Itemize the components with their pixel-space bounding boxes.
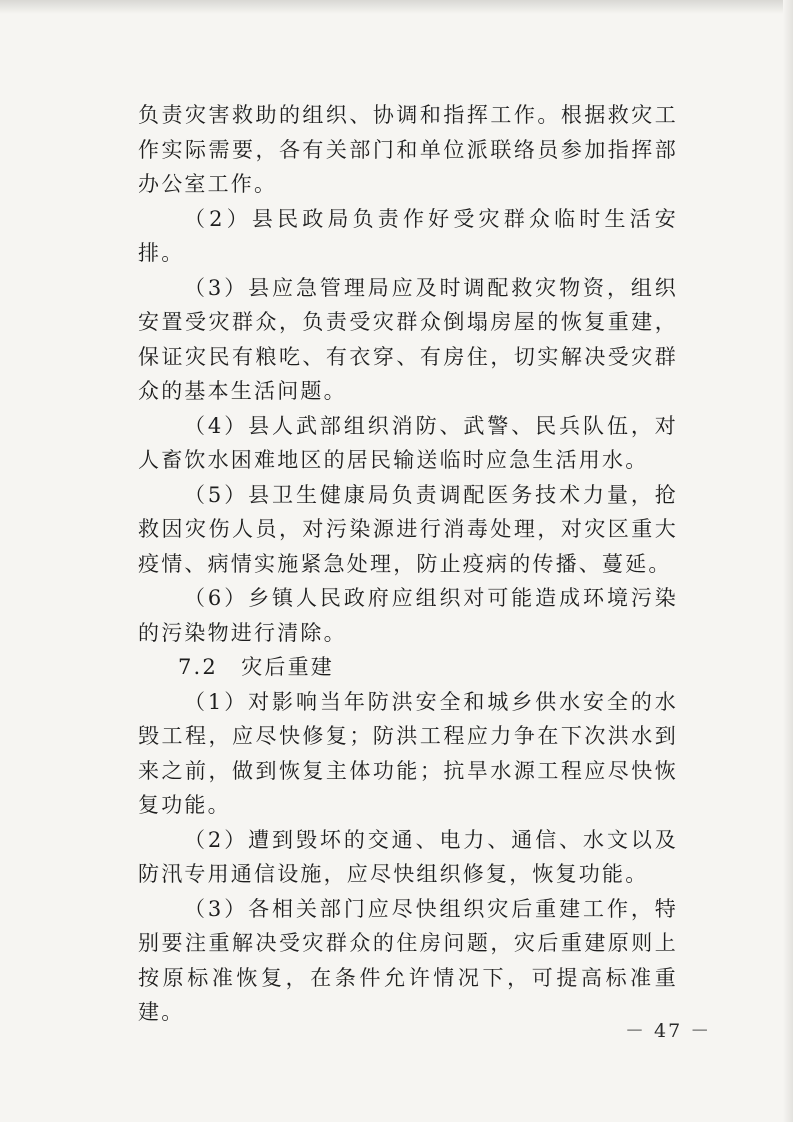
paragraph-continuation: 负责灾害救助的组织、协调和指挥工作。根据救灾工作实际需要，各有关部门和单位派联络员参加指挥部办公室工作。 bbox=[138, 103, 678, 196]
paragraph-item-2: （2）县民政局负责作好受灾群众临时生活安排。 bbox=[138, 206, 678, 265]
scan-edge-top bbox=[0, 0, 793, 14]
paragraph-item-4: （4）县人武部组织消防、武警、民兵队伍，对人畜饮水困难地区的居民输送临时应急生活用水。 bbox=[138, 413, 678, 472]
paragraph-rebuild-2: （2）遭到毁坏的交通、电力、通信、水文以及防汛专用通信设施，应尽快组织修复，恢复功能。 bbox=[138, 827, 678, 886]
paragraph-rebuild-1: （1）对影响当年防洪安全和城乡供水安全的水毁工程，应尽快修复；防洪工程应力争在下次洪水到来之前，做到恢复主体功能；抗旱水源工程应尽快恢复功能。 bbox=[138, 689, 678, 817]
section-heading: 7.2 灾后重建 bbox=[178, 655, 334, 679]
paragraph-item-6: （6）乡镇人民政府应组织对可能造成环境污染的污染物进行清除。 bbox=[138, 586, 678, 645]
paragraph-item-3: （3）县应急管理局应及时调配救灾物资，组织安置受灾群众，负责受灾群众倒塌房屋的恢复重建，保证灾民有粮吃、有衣穿、有房住，切实解决受灾群众的基本生活问题。 bbox=[138, 275, 678, 403]
scan-edge-right bbox=[783, 0, 793, 1122]
page-number: － 47 － bbox=[625, 1020, 712, 1042]
document-body bbox=[138, 98, 678, 1030]
paragraph-item-5: （5）县卫生健康局负责调配医务技术力量，抢救因灾伤人员，对污染源进行消毒处理，对灾区重大疫情、病情实施紧急处理，防止疫病的传播、蔓延。 bbox=[138, 482, 678, 576]
paragraph-rebuild-3: （3）各相关部门应尽快组织灾后重建工作，特别要注重解决受灾群众的住房问题，灾后重建原则上按原标准恢复，在条件允许情况下，可提高标准重建。 bbox=[138, 896, 678, 1024]
